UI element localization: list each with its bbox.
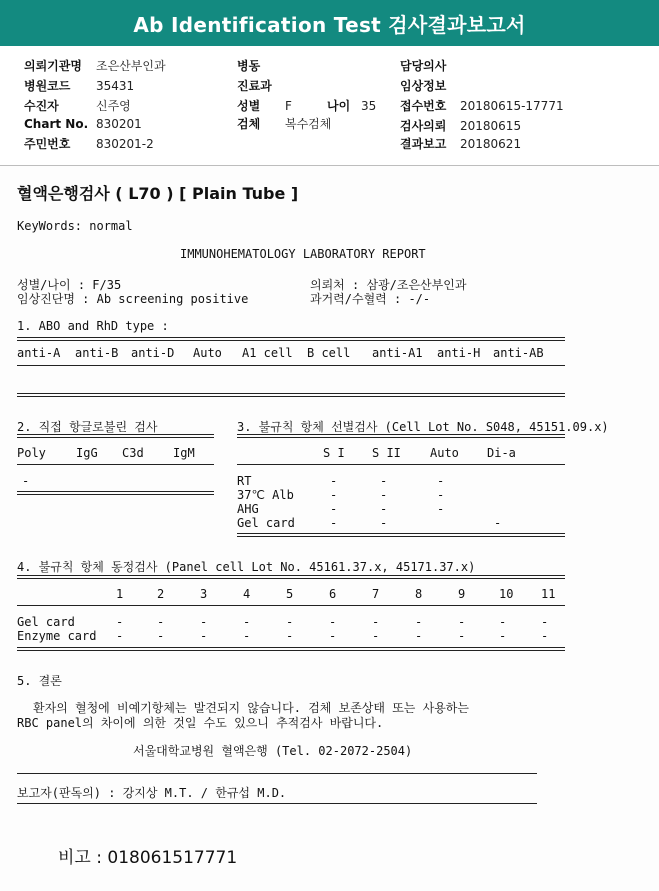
header-field: 나이 35 [327,99,377,113]
panel-cell: - [458,629,466,643]
report-banner-title: Ab Identification Test 검사결과보고서 [0,0,659,46]
panel-cell: - [541,615,549,629]
abo-header: B cell [307,346,351,360]
header-field: Chart No. 830201 [24,117,142,131]
divider [17,337,565,341]
panel-header: 6 [329,587,337,601]
header-field: 주민번호 830201-2 [24,137,154,151]
report-heading: 혈액은행검사 ( L70 ) [ Plain Tube ] [17,184,299,203]
section-panel-title: 4. 불규칙 항체 동정검사 (Panel cell Lot No. 45161.37.x, 45171.37.x) [17,560,476,574]
header-field: 병동 [237,59,261,73]
panel-cell: - [243,629,251,643]
dat-header: Poly [17,446,46,460]
abo-header: anti-D [131,346,175,360]
history: 과거력/수혈력 : -/- [310,292,431,306]
panel-row-label: Enzyme card [17,629,97,643]
keywords: KeyWords: normal [17,219,133,233]
patient-header [0,50,659,166]
section-abo-title: 1. ABO and RhD type : [17,319,169,333]
divider [17,434,214,438]
abo-header: anti-A [17,346,61,360]
header-field: 진료과 [237,79,272,93]
panel-cell: - [372,629,380,643]
panel-cell: - [243,615,251,629]
screen-row-label: RT [237,474,252,488]
panel-header: 9 [458,587,466,601]
header-field: 임상정보 [400,79,447,93]
requester: 의뢰처 : 삼광/조은산부인과 [310,278,467,292]
section-dat-title: 2. 직접 항글로불린 검사 [17,420,158,434]
lab-title: IMMUNOHEMATOLOGY LABORATORY REPORT [180,247,426,261]
abo-header: A1 cell [242,346,293,360]
footer-note: 비고 : 018061517771 [58,848,238,868]
panel-header: 11 [541,587,556,601]
screen-row-label: Gel card [237,516,295,530]
screen-header: Di-a [487,446,516,460]
panel-cell: - [200,629,208,643]
screen-cell: - [380,516,388,530]
panel-cell: - [415,629,423,643]
panel-cell: - [372,615,380,629]
panel-row-label: Gel card [17,615,75,629]
panel-cell: - [329,629,337,643]
institution: 서울대학교병원 혈액은행 (Tel. 02-2072-2504) [133,744,413,758]
header-field: 병원코드 35431 [24,79,135,93]
panel-cell: - [157,615,165,629]
screen-cell: - [437,474,445,488]
header-field: 접수번호 20180615-17771 [400,99,564,113]
dat-header: IgG [76,446,98,460]
panel-cell: - [458,615,466,629]
sex-age: 성별/나이 : F/35 [17,278,122,292]
panel-cell: - [499,629,507,643]
section-screen-title: 3. 불규칙 항체 선별검사 (Cell Lot No. S048, 45151.09.x) [237,420,609,434]
screen-cell: - [437,488,445,502]
panel-cell: - [286,629,294,643]
abo-header: anti-H [437,346,481,360]
panel-cell: - [286,615,294,629]
panel-header: 5 [286,587,294,601]
header-field: 담당의사 [400,59,447,73]
divider [237,533,565,537]
header-field: 수진자 신주영 [24,99,131,113]
screen-cell: - [330,502,338,516]
screen-cell: - [330,474,338,488]
screen-row-label: 37℃ Alb [237,488,294,502]
screen-cell: - [380,474,388,488]
panel-cell: - [541,629,549,643]
screen-row-label: AHG [237,502,259,516]
screen-cell: - [380,488,388,502]
screen-cell: - [494,516,502,530]
screen-header: Auto [430,446,459,460]
divider [17,365,565,366]
header-field: 검체 복수검체 [237,117,332,131]
section-conclusion-title: 5. 결론 [17,674,62,688]
screen-cell: - [437,502,445,516]
divider [237,464,565,465]
panel-cell: - [116,629,124,643]
panel-header: 7 [372,587,380,601]
abo-header: anti-A1 [372,346,423,360]
panel-cell: - [200,615,208,629]
panel-header: 2 [157,587,165,601]
divider [17,393,565,397]
panel-cell: - [499,615,507,629]
reporter: 보고자(판독의) : 강지상 M.T. / 한규섭 M.D. [17,786,287,800]
divider [237,434,565,438]
diagnosis: 임상진단명 : Ab screening positive [17,292,249,306]
header-field: 검사의뢰 20180615 [400,119,522,133]
divider [17,464,214,465]
panel-header: 8 [415,587,423,601]
panel-cell: - [116,615,124,629]
screen-header: S I [323,446,345,460]
panel-cell: - [415,615,423,629]
conclusion-line: 환자의 혈청에 비예기항체는 발견되지 않습니다. 검체 보존상태 또는 사용하는 [33,701,469,715]
screen-cell: - [380,502,388,516]
divider [17,647,565,651]
dat-value: - [22,474,30,488]
divider [17,773,537,774]
panel-cell: - [329,615,337,629]
divider [17,803,537,804]
dat-header: C3d [122,446,144,460]
abo-header: anti-AB [493,346,544,360]
divider [17,605,565,606]
screen-cell: - [330,488,338,502]
panel-header: 10 [499,587,514,601]
abo-header: Auto [193,346,222,360]
divider [17,575,565,579]
screen-header: S II [372,446,401,460]
dat-header: IgM [173,446,195,460]
header-field: 의뢰기관명 조은산부인과 [24,59,166,73]
conclusion-line: RBC panel의 차이에 의한 것일 수도 있으니 추적검사 바랍니다. [17,716,384,730]
header-field: 성별 F [237,99,292,113]
panel-cell: - [157,629,165,643]
screen-cell: - [330,516,338,530]
abo-header: anti-B [75,346,119,360]
panel-header: 3 [200,587,208,601]
divider [17,491,214,495]
panel-header: 1 [116,587,124,601]
header-field: 결과보고 20180621 [400,137,522,151]
panel-header: 4 [243,587,251,601]
